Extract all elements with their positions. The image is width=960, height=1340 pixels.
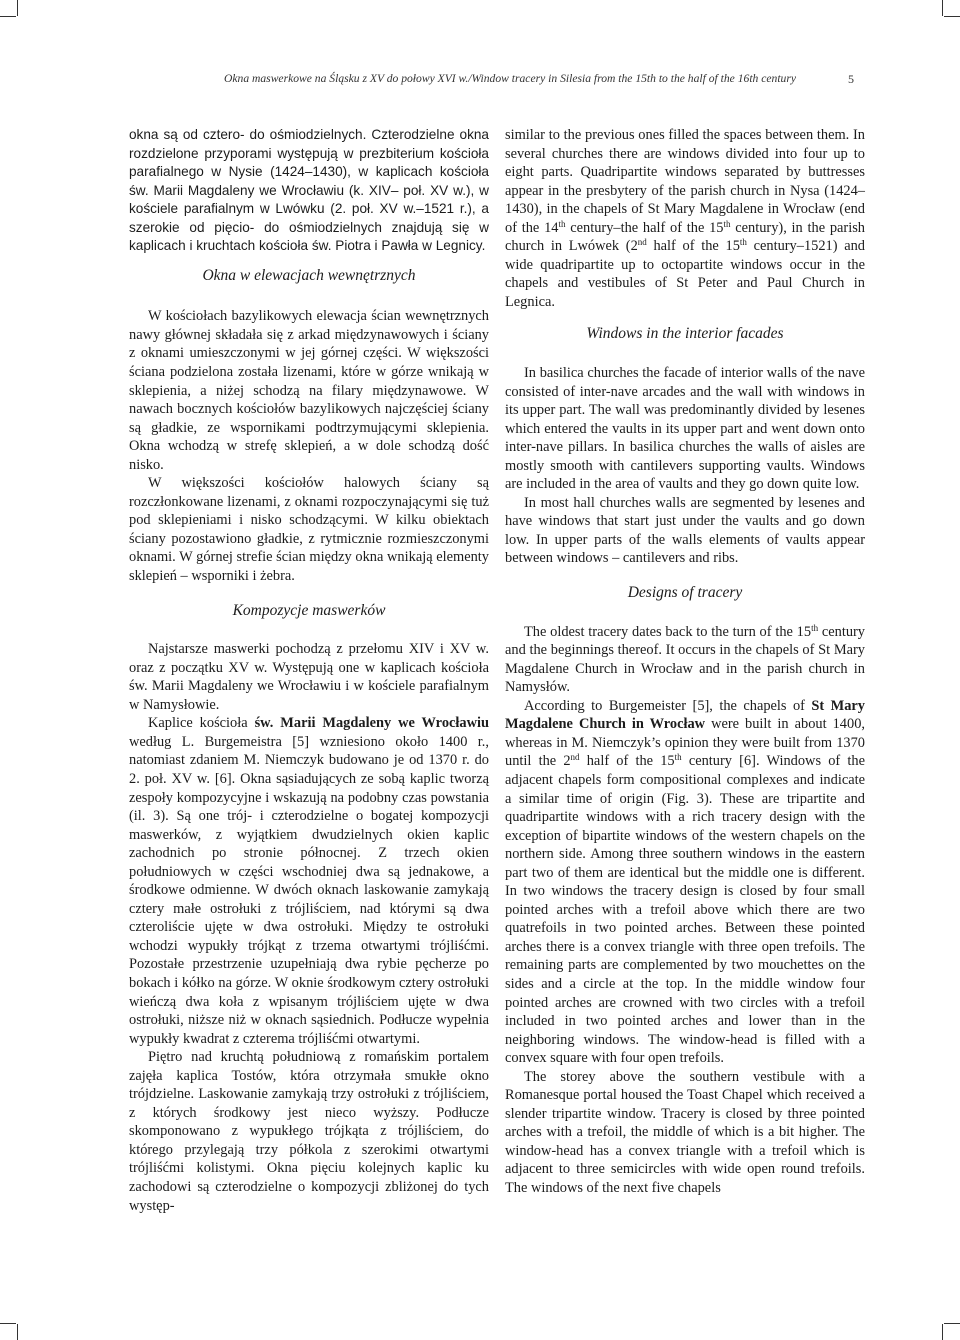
paragraph: Najstarsze maswerki pochodzą z przełomu XIV i XV w. oraz z początku XV w. Występują one w kaplicach kościoła św. Marii Magdaleny we Wrocławiu i w kościele parafialnym w Namysłowie. — [129, 641, 489, 713]
crop-mark — [0, 1323, 16, 1324]
paragraph: Piętro nad kruchtą południową z romańskim portalem zajęła kaplica Tostów, która otrzymała smukłe okno trójdzielne. Laskowanie zamykają trzy ostrołuki z trójliściem, z których środkowy jest nieco wyższy. Podłucze skomponowano z wypukłego trójkąta z trójliściem, do którego przylegają trzy półkola z szerokimi otwartymi trójliśćmi kolistymi. Okna pięciu kolejnych kaplic ku zachodowi są czterodzielne o kompozycji zbliżonej do tych występ- — [129, 1049, 489, 1214]
crop-mark — [942, 1324, 943, 1340]
section-heading: Okna w elewacjach wewnętrznych — [202, 266, 416, 284]
paragraph: Kaplice kościoła św. Marii Magdaleny we Wrocławiu według L. Burgemeistra [5] wzniesiono około 1400 r., natomiast zdaniem M. Niemczyk budowano je od 1370 r. do 2. poł. XV w. [6]. Okna sąsiadujących ze sobą kaplic tworzą zespoły kompozycyjne i wskazują na podobny czas powstania (il. 3). Są one trój- i czterodzielne o bogatej kompozycji maswerków, z wyjątkiem dwudzielnych okien kaplic zachodnich po stronie północnej. Z trzech okien południowych w części wschodniej dwa są jednakowe, a środkowe odmienne. W dwóch oknach laskowanie zamykają cztery małe ostrołuki z trójliściem, nad którymi są dwa czteroliście ujęte w dwa ostrołuki. Między te ostrołuki wchodzi wypukły trójkąt z trzema otwartymi trójliśćmi. Pozostałe przestrzenie uzupełniają dwa rybie pęcherze po bokach i kółko na górze. W oknie środkowym cztery ostrołuki wieńczą dwa koła z wpisanym trójliściem ujęte w dwa ostrołuki, niższe niż w oknach sąsiednich. Podłucze wypełnia wypukły kwadrat z czterema trójliśćmi otwartymi. — [129, 715, 489, 1047]
crop-mark — [942, 0, 943, 16]
paragraph: similar to the previous ones filled the spaces between them. In several churches there are windows divided into four up to eight parts. Quadripartite windows separated by buttresses appear in the presbytery of the parish church in Nysa (1424–1430), in the chapels of St Mary Magdalene in Wrocław (end of the 14th century–the half of the 15th century), in the parish church in Lwówek (2nd half of the 15th century–1521) and wide quadripartite up to octopartite windows occur in the chapels and vestibules of St Peter and Paul Church in Legnica. — [505, 127, 866, 310]
section-heading: Kompozycje maswerków — [232, 601, 386, 619]
paragraph: W kościołach bazylikowych elewacja ścian wewnętrznych nawy głównej składała się z arkad międzynawowych i ściany z oknami umieszczonymi w jej górnej części. W większości ściana podzielona została lizenami, które w górze wnikają w sklepienia, a niżej schodzą na filary międzynawowe. W nawach bocznych kościołów bazylikowych najczęściej ściany są gładkie, ze wspornikami podtrzymującymi sklepienia. Okna wchodzą w strefę sklepień, a w dole schodzą dość nisko. — [129, 308, 489, 473]
paragraph: The oldest tracery dates back to the turn of the 15th century and the beginnings thereof. It occurs in the chapels of St Mary Magdalene Church in Wrocław and in the parish church in Namysłów. — [505, 622, 866, 696]
paragraph: The storey above the southern vestibule with a Romanesque portal housed the Toast Chapel which received a slender tripartite window. Tracery is closed by three pointed arches with a trefoil, the middle of which is a bit higher. The window-head has a convex triangle with a trefoil which is adjacent to three semicircles with wide open round trefoils. The windows of the next five chapels — [505, 1068, 865, 1196]
polish-column — [129, 126, 489, 1215]
english-column — [505, 126, 865, 1198]
paragraph: W większości kościołów halowych ściany są rozczłonkowane lizenami, z oknami rozpoczynającymi się tuż pod sklepieniami i nisko schodzącymi. W kilku obiektach ściany pozostawiono gładkie, z rytmicznie rozmieszczonymi oknami. W górnej strefie ścian między okna wnikają elementy sklepień – wsporniki i żebra. — [129, 475, 489, 585]
section-heading: Windows in the interior facades — [586, 325, 784, 343]
running-head: Okna maswerkowe na Śląsku z XV do połowy XVI w./Window tracery in Silesia from the 15th to the half of the 16th century — [224, 72, 796, 85]
page-number: 5 — [848, 72, 854, 86]
crop-mark — [944, 1323, 960, 1324]
crop-mark — [944, 16, 960, 17]
paragraph: In basilica churches the facade of interior walls of the nave consisted of inter-nave arcades and the wall with windows in its upper part. The wall was predominantly divided by lesenes which entered the vaults in its upper part and went down onto inter-nave pillars. In basilica churches the walls of aisles are mostly smooth with cantilevers supporting vaults. Windows are included in the area of vaults and they go down quite low. — [505, 365, 865, 493]
crop-mark — [17, 1324, 18, 1340]
paragraph: okna są od cztero- do ośmiodzielnych. Czterodzielne okna rozdzielone przyporami występują w prezbiterium kościoła parafialnego w Nysie (1424–1430), w kaplicach kościoła św. Marii Magdaleny we Wrocławiu (k. XIV– poł. XV w.), w kościele parafialnym w Lwówku (2. poł. XV w.–1521 r.), a szerokie od pięcio- do ośmiodzielnych znajdują się w kaplicach i kruchtach kościoła św. Piotra i Pawła w Legnicy. — [129, 127, 489, 254]
crop-mark — [17, 0, 18, 16]
crop-mark — [0, 16, 16, 17]
paragraph: According to Burgemeister [5], the chapels of St Mary Magdalene Church in Wrocław were built in about 1400, whereas in M. Niemczyk’s opinion they were built from 1370 until the 2nd half of the 15th century [6]. Windows of the adjacent chapels form compositional complexes and indicate a similar time of origin (Fig. 3). These are tripartite and quadripartite windows with a rich tracery design with the exception of bipartite windows of the western chapels on the northern side. Among three southern windows in the eastern part two of them are identical but the middle one is different. In two windows the tracery design is closed by four small pointed arches with a trefoil above which there are two quatrefoils in two pointed arches. Between these pointed arches there is a convex triangle with three open trefoils. The remaining parts are complemented by two mouchettes on the sides and a circle at the top. In the middle window four pointed arches are crowned with two circles with a trefoil included in two pointed arches and lower than in the neighboring windows. The window-head is filled with a convex square with four open trefoils. — [505, 697, 865, 1067]
paragraph: In most hall churches walls are segmented by lesenes and have windows that start just under the vaults and go down low. In upper parts of the walls elements of vaults appear between windows – cantilevers and ribs. — [505, 494, 865, 567]
section-heading: Designs of tracery — [627, 584, 743, 602]
